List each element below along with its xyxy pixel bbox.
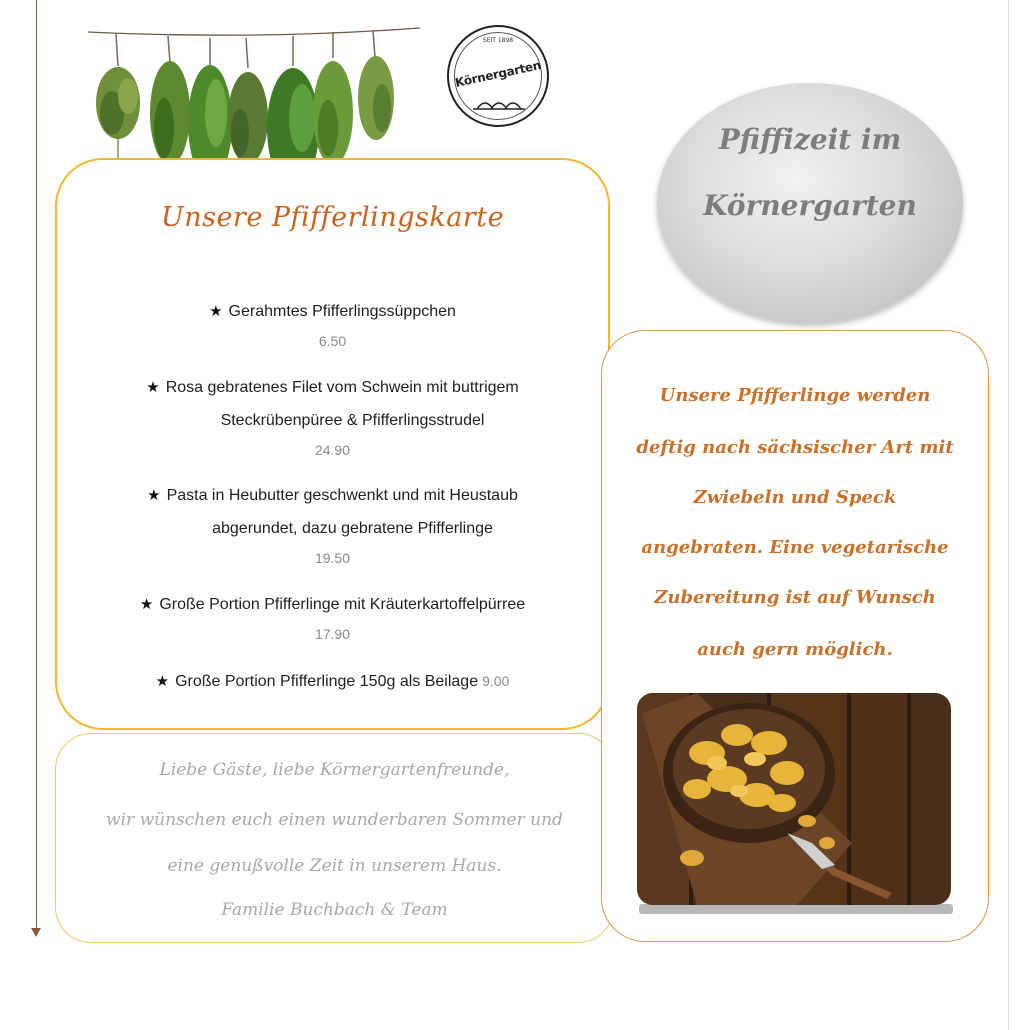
bridge-icon	[471, 93, 527, 111]
star-bullet-icon: ★	[146, 379, 160, 396]
badge-line-2: Körnergarten	[703, 189, 917, 222]
menu-item-text: Große Portion Pfifferlinge mit Kräuterkartoffelpürree	[159, 596, 526, 613]
menu-item-text: Gerahmtes Pfifferlingssüppchen	[228, 303, 456, 320]
greeting-card	[55, 733, 614, 943]
menu-item-text: Rosa gebratenes Filet vom Schwein mit buttrigem	[165, 379, 519, 396]
photo-shadow	[639, 904, 953, 914]
star-bullet-icon: ★	[155, 673, 170, 690]
logo-name: Körnergarten	[453, 58, 543, 90]
chanterelle-photo	[637, 693, 951, 905]
preparation-info-card	[601, 330, 989, 942]
greeting-line: wir wünschen euch einen wunderbaren Sommer und	[106, 810, 563, 830]
greeting-line: eine genußvolle Zeit in unserem Haus.	[167, 856, 502, 876]
menu-item	[57, 588, 608, 621]
koernergarten-logo	[447, 25, 549, 127]
star-bullet-icon: ★	[139, 596, 154, 613]
star-bullet-icon: ★	[147, 487, 161, 504]
pfiffizeit-badge	[657, 83, 963, 323]
menu-item-text-line2: Steckrübenpüree & Pfifferlingsstrudel	[220, 412, 485, 429]
info-line: Zubereitung ist auf Wunsch	[654, 587, 936, 608]
info-line: deftig nach sächsischer Art mit	[636, 437, 954, 458]
menu-item-text: Große Portion Pfifferlinge 150g als Beilage	[175, 673, 479, 690]
menu-title: Unsere Pfifferlingskarte	[160, 202, 505, 233]
menu-item	[57, 295, 608, 328]
left-guide-line	[36, 0, 37, 930]
menu-item-text: Pasta in Heubutter geschwenkt und mit Heustaub	[166, 487, 518, 504]
info-line: auch gern möglich.	[697, 639, 893, 660]
arrow-down-icon	[31, 928, 41, 937]
badge-line-1: Pfiffizeit im	[718, 123, 902, 156]
page-edge	[1008, 0, 1009, 1030]
info-line: Zwiebeln und Speck	[693, 487, 897, 508]
logo-small-text: SEIT 1898	[482, 37, 514, 44]
menu-item	[57, 479, 608, 512]
menu-item-price: 17.90	[314, 626, 351, 642]
menu-item-price: 9.00	[482, 673, 510, 689]
info-line: Unsere Pfifferlinge werden	[659, 385, 931, 406]
greeting-signature: Familie Buchbach & Team	[221, 900, 448, 920]
menu-item-text-line2: abgerundet, dazu gebratene Pfifferlinge	[212, 520, 493, 537]
menu-item	[57, 371, 608, 404]
menu-card	[55, 158, 610, 730]
star-bullet-icon: ★	[209, 303, 223, 320]
info-line: angebraten. Eine vegetarische	[641, 537, 949, 558]
menu-item-price: 19.50	[314, 550, 351, 566]
menu-item	[57, 665, 608, 698]
greeting-line: Liebe Gäste, liebe Körnergartenfreunde,	[159, 760, 510, 780]
menu-item-price: 6.50	[318, 333, 347, 349]
menu-item-price: 24.90	[314, 442, 351, 458]
